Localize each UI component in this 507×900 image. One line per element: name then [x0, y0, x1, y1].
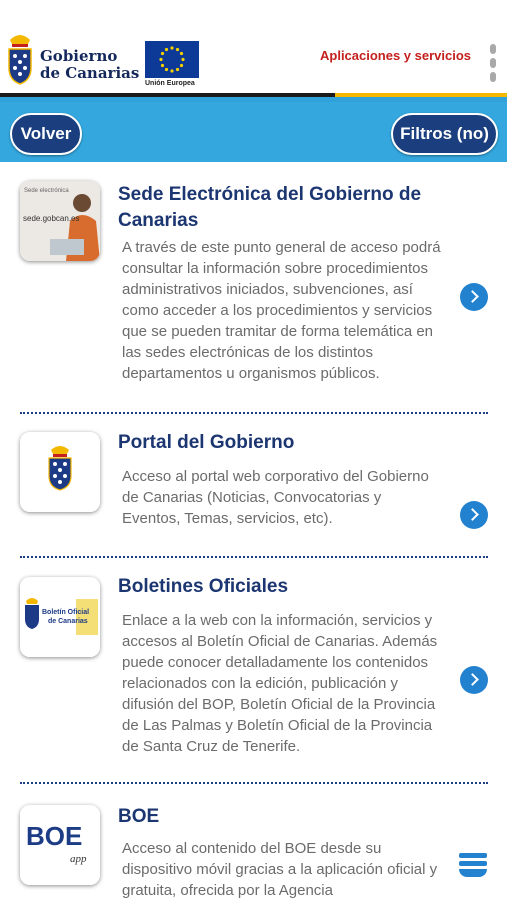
org-name — [40, 48, 139, 82]
boletines-thumbnail — [20, 577, 100, 657]
apps-services-link[interactable]: Aplicaciones y servicios — [320, 48, 472, 63]
thumb-line2: de Canarias — [48, 618, 88, 625]
expand-icon[interactable] — [459, 853, 487, 880]
boe-thumbnail — [20, 805, 100, 885]
portal-gobierno-thumbnail — [20, 432, 100, 512]
org-name-line2: de Canarias — [40, 64, 140, 82]
gobierno-crest-icon — [20, 432, 100, 512]
sede-electronica-image-icon — [20, 181, 100, 261]
app-header — [0, 0, 507, 96]
org-name-line1: Gobierno — [40, 47, 118, 65]
list-item-sede-electronica[interactable] — [20, 162, 488, 414]
thumb-boe: BOE — [26, 821, 83, 851]
item-title: Sede Electrónica del Gobierno de Canarias — [118, 184, 422, 231]
thumb-line1: Boletín Oficial — [42, 609, 90, 616]
header-stripe — [0, 93, 507, 102]
list-item-portal-gobierno[interactable] — [20, 414, 488, 558]
boe-app-logo-icon — [20, 805, 100, 885]
item-description: Acceso al contenido del BOE desde su dispositivo móvil gracias a la aplicación oficial y gratuita, ofrecida por la Agencia — [122, 840, 438, 899]
boletin-oficial-logo-icon — [20, 577, 100, 657]
item-description: Enlace a la web con la información, servicios y accesos al Boletín Oficial de Canarias. Además puede conocer detalladamente los contenidos relacionados con la edición, publicación y difusión del BOP, Boletín Oficial de la Provincia de Las Palmas y Boletín Oficial de la Provincia de Santa Cruz de Tenerife. — [122, 612, 438, 755]
list-item-boe[interactable] — [20, 784, 488, 900]
filters-button[interactable]: Filtros (no) — [391, 113, 498, 155]
overflow-menu-icon[interactable] — [488, 44, 498, 86]
gobierno-canarias-logo-icon — [4, 30, 36, 86]
eu-flag-icon — [145, 41, 199, 78]
toolbar — [0, 102, 507, 162]
back-button[interactable]: Volver — [10, 113, 82, 155]
sede-electronica-thumbnail — [20, 181, 100, 261]
chevron-right-icon[interactable] — [460, 666, 488, 694]
item-description: A través de este punto general de acceso podrá consultar la información sobre procedimientos administrativos iniciados, subvenciones, así como acceder a los procedimientos y servicios que se pueden tramitar de forma telemática en las sedes electrónicas de los distintos departamentos u organismos públicos. — [122, 239, 441, 382]
chevron-right-icon[interactable] — [460, 283, 488, 311]
item-title: BOE — [118, 806, 160, 827]
list-item-boletines-oficiales[interactable] — [20, 558, 488, 784]
eu-label: Unión Europea — [145, 80, 195, 87]
thumb-text-top: Sede electrónica — [24, 188, 69, 194]
item-title: Portal del Gobierno — [118, 432, 295, 453]
services-list — [0, 162, 507, 900]
thumb-text-main: sede.gobcan.es — [23, 214, 80, 223]
chevron-right-icon[interactable] — [460, 501, 488, 529]
item-description: Acceso al portal web corporativo del Gobierno de Canarias (Noticias, Convocatorias y Eventos, Temas, servicios, etc). — [122, 468, 429, 527]
thumb-app: app — [70, 853, 87, 865]
item-title: Boletines Oficiales — [118, 576, 289, 597]
